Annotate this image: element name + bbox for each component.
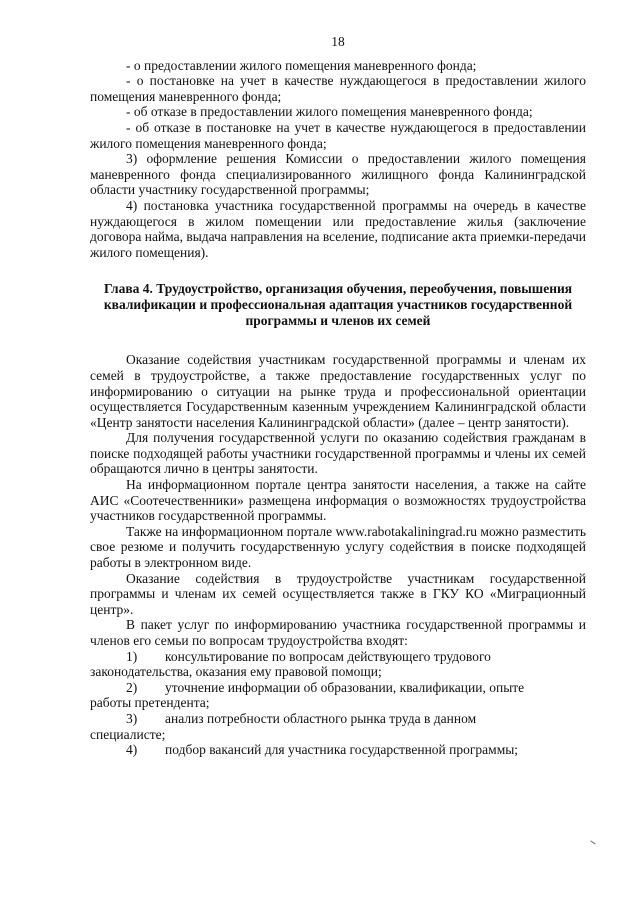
- list-number: 1): [126, 648, 138, 664]
- list-item-number-row: [90, 649, 586, 665]
- list-item-number-row: [90, 680, 586, 696]
- page-number: 18: [331, 34, 345, 49]
- numbered-list: [90, 649, 586, 758]
- list-item: 3) оформление решения Комиссии о предоставлении жилого помещения маневренного фонда специализированного жилищного фонда Калининградской области участнику государственной программы;: [90, 151, 586, 198]
- paragraph: Также на информационном портале www.rabotakaliningrad.ru можно разместить свое резюме и получить государственную услугу содействия в поиске подходящей работы в электронном виде.: [90, 523, 586, 571]
- list-item: 4) постановка участника государственной программы на очередь в качестве нуждающегося в жилом помещении или предоставление жилья (заключение договора найма, выдача направления на вселение, подписание акта приемки-передачи жилого помещения).: [90, 197, 586, 260]
- list-item-continuation: работы претендента;: [90, 695, 210, 711]
- list-item: - об отказе в постановке на учет в качестве нуждающегося в предоставлении жилого помещения маневренного фонда;: [90, 119, 586, 151]
- paragraph: В пакет услуг по информированию участника государственной программы и членов его семьи по вопросам трудоустройства входят:: [90, 617, 586, 648]
- list-number: 4): [126, 742, 138, 758]
- paragraph: Оказание содействия участникам государственной программы и членам их семей в трудоустройстве, а также предоставление государственных услуг по информированию о ситуации на рынке труда и профессиональной ориентации осуществляется Государственным казенным учреждением Калининградской области «Центр занятости населения Калининградской области» (далее – центр занятости).: [90, 352, 586, 430]
- chapter-heading: Глава 4. Трудоустройство, организация обучения, переобучения, повышения квалификации и профессиональная адаптация участников государственной программы и членов их семей: [103, 281, 573, 329]
- list-item: - о предоставлении жилого помещения маневренного фонда;: [126, 57, 477, 73]
- list-item-text: подбор вакансий для участника государственной программы;: [165, 742, 519, 758]
- list-item-continuation: законодательства, оказания ему правовой помощи;: [90, 664, 382, 680]
- list-item: - о постановке на учет в качестве нуждающегося в предоставлении жилого помещения маневренного фонда;: [90, 73, 586, 104]
- list-item-text: консультирование по вопросам действующего трудового: [165, 648, 491, 664]
- paragraph: Оказание содействия в трудоустройстве участникам государственной программы и членам их семей осуществляется также в ГКУ КО «Миграционный центр».: [90, 570, 586, 617]
- list-item-text: анализ потребности областного рынка труда в данном: [165, 710, 477, 726]
- scan-mark: [590, 840, 595, 844]
- list-item: - об отказе в предоставлении жилого помещения маневренного фонда;: [126, 104, 533, 120]
- list-item-number-row: [90, 742, 586, 758]
- list-item-number-row: [90, 711, 586, 727]
- paragraph: Для получения государственной услуги по оказанию содействия гражданам в поиске подходящей работы участники государственной программы и члены их семей обращаются лично в центры занятости.: [90, 430, 586, 477]
- list-number: 2): [126, 679, 138, 695]
- list-item-text: уточнение информации об образовании, квалификации, опыте: [165, 679, 525, 695]
- list-item-continuation: специалисте;: [90, 726, 166, 742]
- paragraph: На информационном портале центра занятости населения, а также на сайте АИС «Соотечественники» размещена информация о возможностях трудоустройства участников государственной программы.: [90, 477, 586, 524]
- list-number: 3): [126, 710, 138, 726]
